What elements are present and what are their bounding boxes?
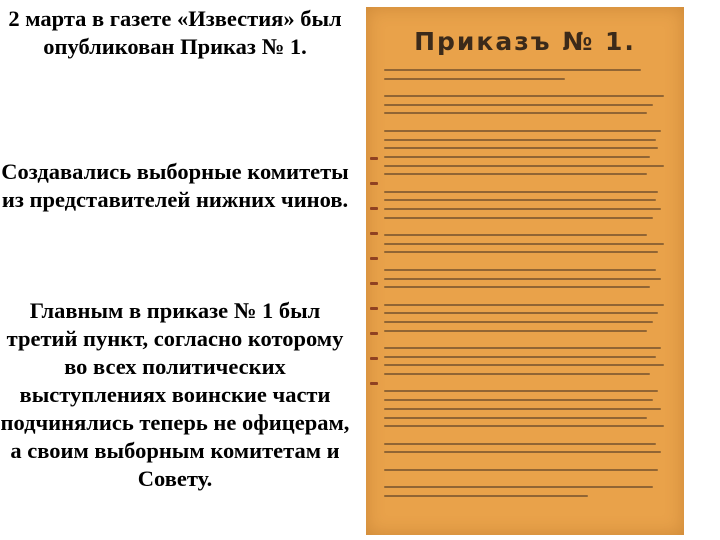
document-line xyxy=(384,321,653,323)
document-line xyxy=(384,477,676,479)
document-line xyxy=(384,443,656,445)
document-line xyxy=(384,165,664,167)
document-line xyxy=(384,408,661,410)
document-line xyxy=(384,104,653,106)
document-line xyxy=(384,347,661,349)
document-line xyxy=(384,78,565,80)
document-line xyxy=(384,312,658,314)
document-line xyxy=(384,390,658,392)
margin-mark xyxy=(370,257,378,260)
document-line xyxy=(384,304,664,306)
document-line xyxy=(384,417,647,419)
document-line xyxy=(384,95,664,97)
document-line xyxy=(384,382,676,384)
document-line xyxy=(384,69,641,71)
intro-paragraph: 2 марта в газете «Известия» был опубликован Приказ № 1. xyxy=(8,6,342,59)
margin-mark xyxy=(370,307,378,310)
document-line xyxy=(384,434,676,436)
document-line xyxy=(384,217,653,219)
document-line xyxy=(384,173,647,175)
document-line xyxy=(384,469,658,471)
document-text-lines xyxy=(384,69,676,529)
document-line xyxy=(384,182,676,184)
document-line xyxy=(384,495,588,497)
margin-mark xyxy=(370,182,378,185)
document-line xyxy=(384,147,658,149)
document-line xyxy=(384,330,647,332)
document-line xyxy=(384,251,658,253)
margin-mark xyxy=(370,207,378,210)
document-line xyxy=(384,86,676,88)
document-line xyxy=(384,460,676,462)
document-line xyxy=(384,373,650,375)
document-line xyxy=(384,208,661,210)
document-line xyxy=(384,399,653,401)
document-line xyxy=(384,425,664,427)
third-point-paragraph: Главным в приказе № 1 был третий пункт, согласно которому во всех политических выступлениях воинские части подчинялись теперь не офицерам, а своим выборным комитетам и Совету. xyxy=(0,298,350,491)
margin-mark xyxy=(370,232,378,235)
document-line xyxy=(384,338,676,340)
document-line xyxy=(384,199,656,201)
document-line xyxy=(384,364,664,366)
committees-paragraph: Создавались выборные комитеты из представителей нижних чинов. xyxy=(1,159,349,212)
document-line xyxy=(384,225,676,227)
document-line xyxy=(384,260,676,262)
margin-mark xyxy=(370,357,378,360)
document-line xyxy=(384,121,676,123)
margin-mark xyxy=(370,282,378,285)
document-line xyxy=(384,451,661,453)
document-line xyxy=(384,234,647,236)
document-title: Приказъ № 1. xyxy=(414,27,636,56)
document-line xyxy=(384,295,676,297)
document-line xyxy=(384,269,656,271)
document-line xyxy=(384,130,661,132)
document-line xyxy=(384,486,653,488)
margin-mark xyxy=(370,157,378,160)
document-line xyxy=(384,286,650,288)
margin-mark xyxy=(370,332,378,335)
document-line xyxy=(384,112,647,114)
margin-mark xyxy=(370,382,378,385)
order-document-image xyxy=(366,7,684,535)
document-line xyxy=(384,356,656,358)
document-line xyxy=(384,278,661,280)
document-line xyxy=(384,139,656,141)
document-line xyxy=(384,191,658,193)
document-line xyxy=(384,156,650,158)
document-line xyxy=(384,243,664,245)
